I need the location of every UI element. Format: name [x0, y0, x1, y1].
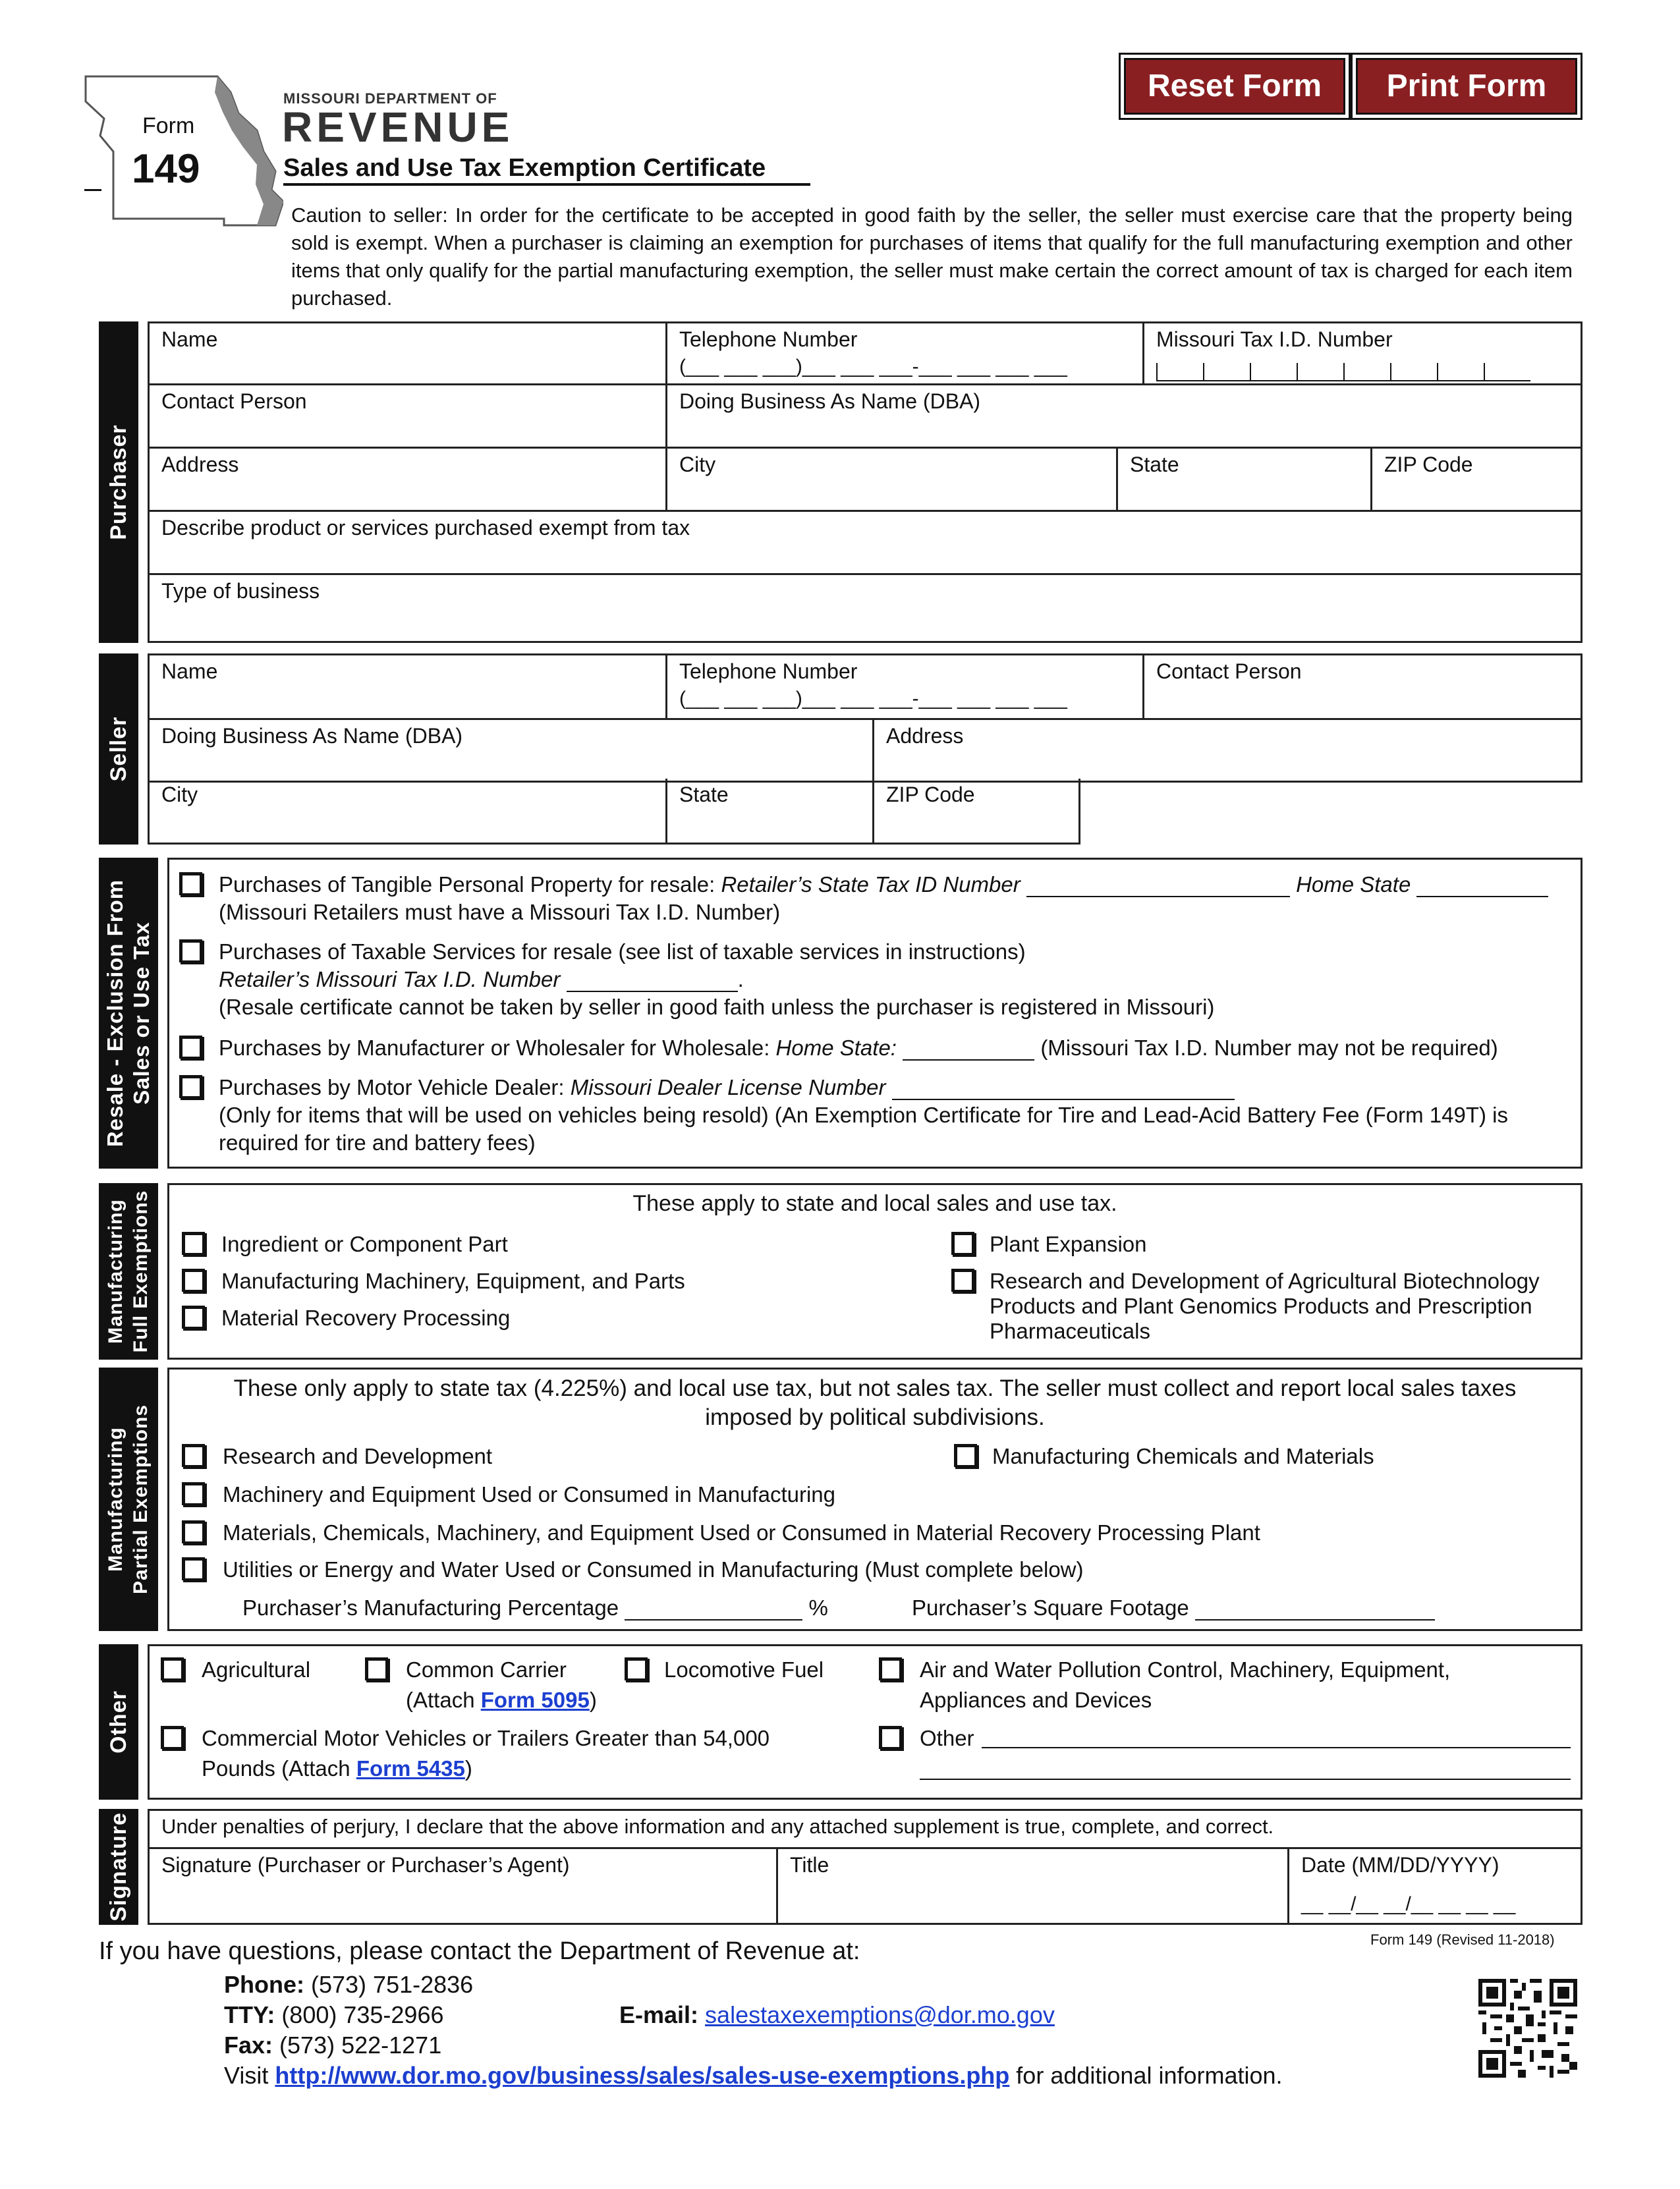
purchaser-address-field[interactable]: Address — [150, 449, 667, 512]
purchaser-zip-field[interactable]: ZIP Code — [1372, 449, 1582, 512]
mfg-full-ingredient-checkbox[interactable] — [183, 1233, 207, 1257]
other-specify-line-2[interactable] — [920, 1779, 1571, 1780]
mfg-full-rd-label-1: Research and Development of Agricultural Biotechnology — [990, 1269, 1540, 1293]
seller-address-field[interactable]: Address — [874, 720, 1582, 783]
mfg-partial-materials-checkbox[interactable] — [183, 1522, 207, 1545]
form-revision: Form 149 (Revised 11-2018) — [1370, 1931, 1555, 1948]
form-number: 149 — [132, 146, 200, 192]
seller-state-field[interactable]: State — [667, 779, 874, 843]
other-commercial-label-1: Commercial Motor Vehicles or Trailers Greater than 54,000 — [202, 1726, 770, 1750]
resale-wholesale-text: Purchases by Manufacturer or Wholesaler for Wholesale: Home State: (Missouri Tax I.D. Number may not be required) — [219, 1036, 1498, 1060]
mfg-partial-percentage-field[interactable]: Purchaser’s Manufacturing Percentage % — [242, 1595, 828, 1620]
mfg-partial-machinery-label: Machinery and Equipment Used or Consumed in Manufacturing — [223, 1482, 835, 1507]
tax-id-digit-boxes — [1156, 363, 1530, 381]
other-agricultural-checkbox[interactable] — [162, 1659, 186, 1682]
qr-code-icon — [1478, 1979, 1577, 2078]
other-air-water-label-2: Appliances and Devices — [920, 1688, 1152, 1712]
mfg-partial-rd-label: Research and Development — [223, 1444, 493, 1468]
resale-services-checkbox[interactable] — [181, 941, 204, 964]
signature-section — [148, 1809, 1582, 1925]
resale-motor-vehicle-note2: required for tire and battery fees) — [219, 1130, 536, 1155]
email-link[interactable]: salestaxexemptions@dor.mo.gov — [705, 2001, 1055, 2028]
mfg-full-heading: These apply to state and local sales and use tax. — [632, 1191, 1117, 1216]
other-commercial-checkbox[interactable] — [162, 1727, 186, 1751]
footer-questions: If you have questions, please contact the Department of Revenue at: — [99, 1937, 860, 1965]
other-locomotive-checkbox[interactable] — [626, 1659, 650, 1682]
purchaser-describe-field[interactable]: Describe product or services purchased exempt from tax — [150, 512, 1582, 575]
seller-dba-field[interactable]: Doing Business As Name (DBA) — [150, 720, 874, 783]
purchaser-section — [148, 321, 1582, 643]
footer-visit: Visit http://www.dor.mo.gov/business/sales/sales-use-exemptions.php for additional information. — [224, 2062, 1283, 2089]
resale-wholesale-checkbox[interactable] — [181, 1037, 204, 1061]
seller-section-row3 — [148, 779, 1080, 845]
purchaser-name-field[interactable]: Name — [150, 323, 667, 385]
purchaser-phone-mask: (___ ___ ___)___ ___ ___-___ ___ ___ ___ — [679, 356, 1067, 377]
page-title: Sales and Use Tax Exemption Certificate — [283, 154, 766, 182]
signature-date-field[interactable]: Date (MM/DD/YYYY) __ __/__ __/__ __ __ __ — [1301, 1853, 1516, 1915]
resale-side-label: Resale - Exclusion From Sales or Use Tax — [99, 858, 158, 1169]
seller-contact-field[interactable]: Contact Person — [1144, 655, 1582, 720]
mfg-partial-heading-2: imposed by political subdivisions. — [705, 1404, 1045, 1430]
website-link[interactable]: http://www.dor.mo.gov/business/sales/sales-use-exemptions.php — [275, 2062, 1010, 2089]
resale-tangible-checkbox[interactable] — [181, 873, 204, 897]
other-common-carrier-attach: (Attach Form 5095) — [406, 1688, 597, 1712]
mfg-full-machinery-label: Manufacturing Machinery, Equipment, and Parts — [221, 1269, 685, 1293]
mfg-full-side-label: Manufacturing Full Exemptions — [99, 1183, 158, 1360]
purchaser-business-type-field[interactable]: Type of business — [161, 579, 320, 603]
mfg-partial-sqft-field[interactable]: Purchaser’s Square Footage — [912, 1595, 1435, 1621]
date-mask: __ __/__ __/__ __ __ __ — [1301, 1893, 1516, 1915]
purchaser-city-field[interactable]: City — [667, 449, 1118, 512]
mfg-full-plant-checkbox[interactable] — [953, 1233, 976, 1257]
seller-side-label: Seller — [99, 653, 138, 845]
other-common-carrier-label: Common Carrier — [406, 1657, 567, 1682]
mfg-full-material-checkbox[interactable] — [183, 1307, 207, 1331]
mfg-partial-materials-label: Materials, Chemicals, Machinery, and Equipment Used or Consumed in Material Recovery Processing Plant — [223, 1520, 1260, 1545]
mfg-full-machinery-checkbox[interactable] — [183, 1270, 207, 1294]
other-specify-line-1[interactable] — [982, 1747, 1571, 1748]
form-word: Form — [142, 113, 195, 138]
seller-phone-mask: (___ ___ ___)___ ___ ___-___ ___ ___ ___ — [679, 688, 1067, 709]
other-side-label: Other — [99, 1644, 138, 1800]
print-form-button[interactable]: Print Form — [1356, 58, 1577, 115]
form-5435-link[interactable]: Form 5435 — [356, 1756, 465, 1781]
mfg-full-ingredient-label: Ingredient or Component Part — [221, 1232, 508, 1256]
mfg-full-plant-label: Plant Expansion — [990, 1232, 1147, 1256]
purchaser-contact-field[interactable]: Contact Person — [150, 385, 667, 449]
seller-zip-field[interactable]: ZIP Code — [886, 783, 975, 806]
mfg-partial-utilities-checkbox[interactable] — [183, 1559, 207, 1582]
footer-tty: TTY: (800) 735-2966 — [224, 2001, 444, 2028]
seller-section — [148, 653, 1582, 781]
resale-services-id: Retailer’s Missouri Tax I.D. Number . — [219, 967, 744, 991]
other-other-checkbox[interactable] — [880, 1727, 904, 1751]
other-common-carrier-checkbox[interactable] — [366, 1659, 390, 1682]
mfg-partial-chemicals-checkbox[interactable] — [955, 1445, 979, 1469]
resale-motor-vehicle-note1: (Only for items that will be used on vehicles being resold) (An Exemption Certificate for Tire and Lead-Acid Battery Fee (Form 149T) is — [219, 1103, 1508, 1127]
title-underline — [283, 183, 810, 186]
reset-form-button[interactable]: Reset Form — [1124, 58, 1345, 115]
resale-motor-vehicle-checkbox[interactable] — [181, 1076, 204, 1100]
footer-phone: Phone: (573) 751-2836 — [224, 1971, 474, 1998]
signature-title-field[interactable]: Title — [778, 1849, 1289, 1923]
mfg-full-rd-checkbox[interactable] — [953, 1270, 976, 1294]
other-air-water-checkbox[interactable] — [880, 1659, 904, 1682]
seller-city-field[interactable]: City — [150, 779, 667, 843]
purchaser-state-field[interactable]: State — [1118, 449, 1372, 512]
seller-name-field[interactable]: Name — [150, 655, 667, 720]
resale-tangible-text: Purchases of Tangible Personal Property for resale: Retailer’s State Tax ID Number Home State — [219, 872, 1548, 897]
purchaser-tax-id-field[interactable]: Missouri Tax I.D. Number — [1144, 323, 1582, 385]
signature-side-label: Signature — [99, 1809, 138, 1925]
footer-email: E-mail: salestaxexemptions@dor.mo.gov — [619, 2001, 1055, 2028]
mfg-partial-utilities-label: Utilities or Energy and Water Used or Consumed in Manufacturing (Must complete below) — [223, 1557, 1084, 1582]
other-commercial-label-2: Pounds (Attach Form 5435) — [202, 1756, 472, 1781]
other-air-water-label-1: Air and Water Pollution Control, Machinery, Equipment, — [920, 1657, 1451, 1682]
purchaser-telephone-field[interactable]: Telephone Number (___ ___ ___)___ ___ ___-___ ___ ___ ___ — [667, 323, 1144, 385]
mfg-partial-chemicals-label: Manufacturing Chemicals and Materials — [992, 1444, 1374, 1468]
resale-services-text: Purchases of Taxable Services for resale (see list of taxable services in instructions) — [219, 939, 1026, 964]
footer-fax: Fax: (573) 522-1271 — [224, 2032, 442, 2059]
mfg-full-material-label: Material Recovery Processing — [221, 1306, 511, 1330]
purchaser-side-label: Purchaser — [99, 321, 138, 643]
other-agricultural-label: Agricultural — [202, 1657, 311, 1682]
mfg-partial-rd-checkbox[interactable] — [183, 1445, 207, 1469]
revenue-logo: REVENUE — [282, 103, 514, 151]
other-other-label: Other — [920, 1726, 974, 1750]
form-5095-link[interactable]: Form 5095 — [480, 1688, 590, 1712]
mfg-partial-side-label: Manufacturing Partial Exemptions — [99, 1368, 158, 1631]
resale-tangible-note: (Missouri Retailers must have a Missouri Tax I.D. Number) — [219, 900, 781, 924]
mfg-partial-machinery-checkbox[interactable] — [183, 1483, 207, 1507]
signature-declaration: Under penalties of perjury, I declare that the above information and any attached supplement is true, complete, and correct. — [150, 1811, 1581, 1849]
mfg-partial-heading-1: These only apply to state tax (4.225%) and local use tax, but not sales tax. The seller must collect and report local sales taxes — [233, 1375, 1517, 1401]
seller-telephone-field[interactable]: Telephone Number (___ ___ ___)___ ___ ___-___ ___ ___ ___ — [667, 655, 1144, 720]
resale-services-note: (Resale certificate cannot be taken by seller in good faith unless the purchaser is registered in Missouri) — [219, 995, 1215, 1019]
caution-text: Caution to seller: In order for the certificate to be accepted in good faith by the seller, the seller must exercise care that the property being sold is exempt. When a purchaser is claiming an exemption for purchases of items that qualify for the full manufacturing exemption and other items that only qualify for the partial manufacturing exemption, the seller must make certain the correct amount of tax is charged for each item purchased. — [291, 204, 1573, 310]
form-dash — [84, 189, 101, 191]
dept-small-text: MISSOURI DEPARTMENT OF — [283, 90, 497, 107]
signature-field[interactable]: Signature (Purchaser or Purchaser’s Agent) — [150, 1849, 778, 1923]
purchaser-dba-field[interactable]: Doing Business As Name (DBA) — [667, 385, 1582, 449]
other-locomotive-label: Locomotive Fuel — [664, 1657, 824, 1682]
mfg-full-rd-label-2: Products and Plant Genomics Products and Prescription — [990, 1294, 1532, 1318]
resale-motor-vehicle-text: Purchases by Motor Vehicle Dealer: Missouri Dealer License Number — [219, 1075, 1235, 1100]
mfg-full-rd-label-3: Pharmaceuticals — [990, 1319, 1150, 1343]
